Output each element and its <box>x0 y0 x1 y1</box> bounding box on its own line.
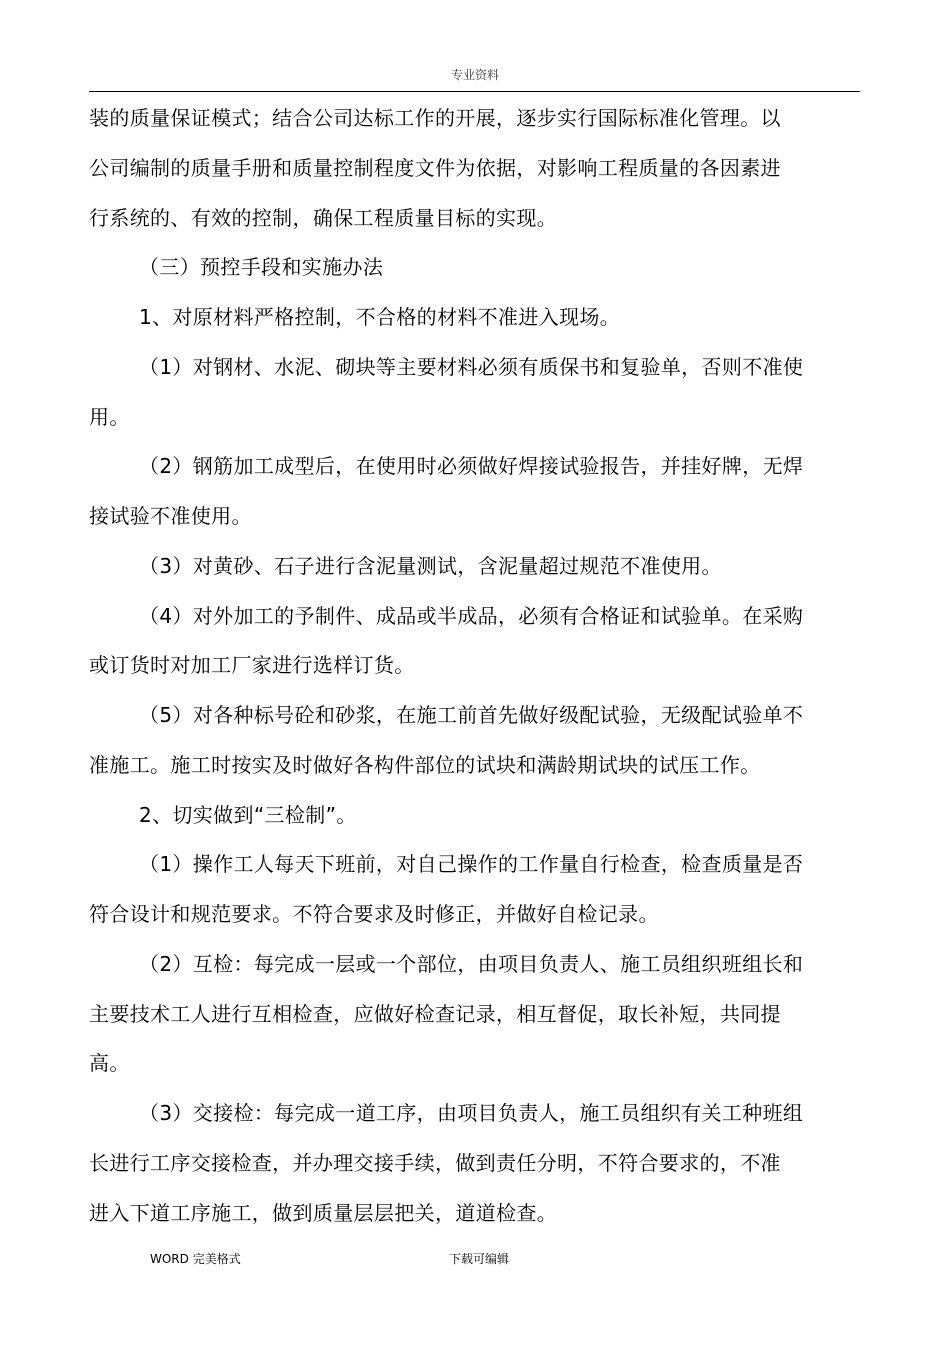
paragraph-line: 装的质量保证模式；结合公司达标工作的开展，逐步实行国际标准化管理。以 <box>89 106 781 130</box>
footer-left-text: WORD 完美格式 <box>150 1252 241 1266</box>
paragraph-line: 用。 <box>89 404 130 429</box>
paragraph-line: 接试验不准使用。 <box>89 504 252 528</box>
page-header-title: 专业资料 <box>450 68 499 82</box>
paragraph-line: 长进行工序交接检查，并办理交接手续，做到责任分明，不符合要求的，不准 <box>89 1150 781 1175</box>
footer-right-text: 下载可编辑 <box>449 1252 510 1266</box>
paragraph-line: （4）对外加工的予制件、成品或半成品，必须有合格证和试验单。在采购 <box>139 603 804 628</box>
paragraph-line: （3）对黄砂、石子进行含泥量测试，含泥量超过规范不准使用。 <box>139 553 722 578</box>
paragraph-line: 公司编制的质量手册和质量控制程度文件为依据，对影响工程质量的各因素进 <box>89 155 781 180</box>
paragraph-line: 进入下道工序施工，做到质量层层把关，道道检查。 <box>89 1200 558 1225</box>
paragraph-line: （5）对各种标号砼和砂浆，在施工前首先做好级配试验，无级配试验单不 <box>139 703 804 727</box>
document-body <box>89 98 827 1242</box>
paragraph-line: （2）钢筋加工成型后，在使用时必须做好焊接试验报告，并挂好牌，无焊 <box>139 454 804 479</box>
paragraph-line: 高。 <box>89 1051 130 1076</box>
paragraph-line: （1）操作工人每天下班前，对自己操作的工作量自行检查，检查质量是否 <box>139 852 804 877</box>
paragraph-line: （1）对钢材、水泥、砌块等主要材料必须有质保书和复验单，否则不准使 <box>139 354 804 379</box>
paragraph-line: 1、对原材料严格控制，不合格的材料不准进入现场。 <box>139 305 621 329</box>
paragraph-line: 或订货时对加工厂家进行选样订货。 <box>89 653 415 678</box>
paragraph-line: 符合设计和规范要求。不符合要求及时修正，并做好自检记录。 <box>89 902 659 926</box>
paragraph-line: （3）交接检：每完成一道工序，由项目负责人，施工员组织有关工种班组 <box>139 1101 804 1125</box>
section-heading: （三）预控手段和实施办法 <box>139 255 384 280</box>
paragraph-line: 2、切实做到“三检制”。 <box>139 802 357 827</box>
paragraph-line: （2）互检：每完成一层或一个部位，由项目负责人、施工员组织班组长和 <box>139 951 804 976</box>
paragraph-line: 主要技术工人进行互相检查，应做好检查记录，相互督促，取长补短，共同提 <box>89 1001 781 1026</box>
header-divider <box>89 91 860 92</box>
paragraph-line: 行系统的、有效的控制，确保工程质量目标的实现。 <box>89 205 558 230</box>
paragraph-line: 准施工。施工时按实及时做好各构件部位的试块和满龄期试块的试压工作。 <box>89 752 761 777</box>
